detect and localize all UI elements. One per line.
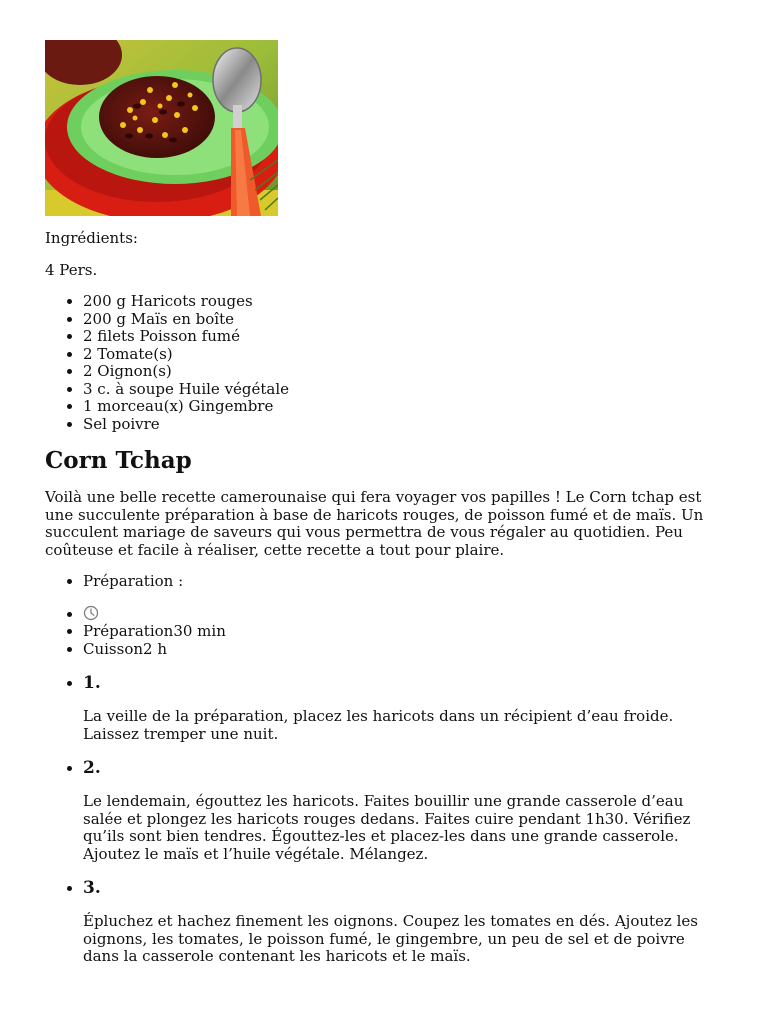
ingredients-label: Ingrédients:	[45, 229, 138, 247]
times-icon-item	[83, 605, 723, 624]
preparation-header-list	[45, 573, 723, 591]
preparation-label: • Préparation :	[83, 573, 723, 591]
step-item	[83, 672, 723, 743]
clock-icon	[83, 605, 99, 621]
ingredient-item: • 1 morceau(x) Gingembre	[83, 398, 723, 416]
step-text: La veille de la préparation, placez les haricots dans un récipient d’eau froide. Laissez tremper une nuit.	[83, 707, 674, 743]
ingredient-item: • 2 filets Poisson fumé	[83, 328, 723, 346]
step-number: • 3.	[83, 878, 101, 898]
step-item	[83, 757, 723, 863]
step-number: • 1.	[83, 673, 101, 693]
ingredient-item: • 2 Tomate(s)	[83, 346, 723, 364]
step-text: Le lendemain, égouttez les haricots. Faites bouillir une grande casserole d’eau salée et plongez les haricots rouges dedans. Faites cuire pendant 1h30. Vérifiez qu’ils sont bien tendres. Égouttez-les et placez-les dans une grande casserole. Ajoutez le maïs et l’huile végétale. Mélangez.	[83, 792, 691, 863]
steps-list	[45, 672, 723, 966]
ingredient-item: • 2 Oignon(s)	[83, 363, 723, 381]
step-number: • 2.	[83, 758, 101, 778]
recipe-intro: Voilà une belle recette camerounaise qui fera voyager vos papilles ! Le Corn tchap est une succulente préparation à base de haricots rouges, de poisson fumé et de maïs. Un succulent mariage de saveurs qui vous permettra de vous régaler au quotidien. Peu coûteuse et facile à réaliser, cette recette a tout pour plaire.	[45, 488, 704, 559]
ingredient-item: • Sel poivre	[83, 416, 723, 434]
recipe-title: Corn Tchap	[45, 447, 192, 474]
dish-photo	[45, 40, 278, 216]
servings: 4 Pers.	[45, 260, 98, 279]
cook-time: • Cuisson2 h	[83, 641, 723, 659]
step-text: Épluchez et hachez finement les oignons. Coupez les tomates en dés. Ajoutez les oignons, les tomates, le poisson fumé, le gingembre, un peu de sel et de poivre dans la casserole contenant les haricots et le maïs.	[83, 912, 698, 965]
prep-time: • Préparation30 min	[83, 623, 723, 641]
step-item	[83, 877, 723, 966]
ingredients-list	[45, 293, 723, 433]
ingredient-item: • 200 g Maïs en boîte	[83, 311, 723, 329]
ingredient-item: • 3 c. à soupe Huile végétale	[83, 381, 723, 399]
times-list	[45, 605, 723, 659]
ingredient-item: • 200 g Haricots rouges	[83, 293, 723, 311]
